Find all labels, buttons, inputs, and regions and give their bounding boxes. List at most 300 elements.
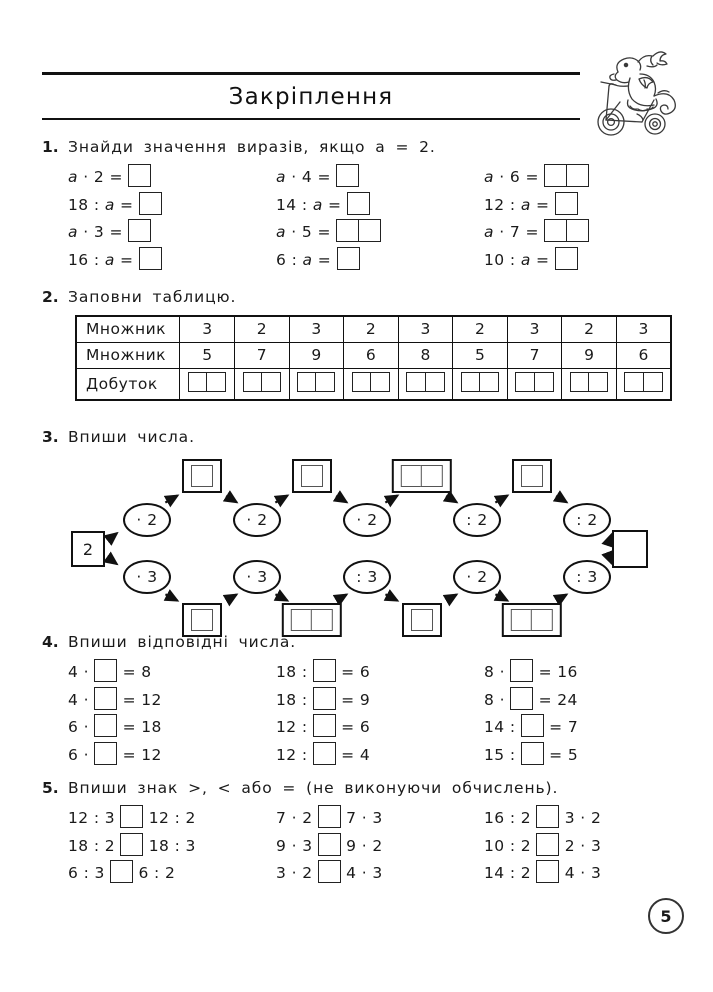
- table-cell-value: 2: [453, 316, 508, 342]
- equation-row: [276, 247, 484, 275]
- exercise-5-column-1: [68, 805, 276, 888]
- table-row: [76, 368, 671, 400]
- table-cell-answer: [289, 368, 344, 400]
- operand-right: a: [302, 250, 313, 269]
- table-cell-value: 3: [507, 316, 562, 342]
- dragon-on-tricycle-icon: [592, 38, 700, 140]
- result-value: 24: [557, 690, 578, 709]
- exercise-3-number: 3.: [42, 428, 59, 446]
- exercise-4-number: 4.: [42, 633, 59, 651]
- equals-sign: =: [520, 223, 545, 241]
- operand-left: a: [68, 168, 78, 186]
- operator: ·: [77, 168, 94, 186]
- expression-right: 12 : 2: [143, 809, 196, 827]
- answer-box-group: [291, 609, 333, 631]
- result-value: 4: [359, 745, 371, 764]
- table-cell-value: 9: [562, 342, 617, 368]
- exercise-1-heading: [42, 138, 672, 156]
- answer-box[interactable]: [301, 465, 323, 487]
- answer-box[interactable]: [510, 659, 533, 682]
- operator: ·: [494, 690, 511, 709]
- equals-sign: =: [335, 745, 360, 764]
- answer-box-group: [461, 372, 499, 392]
- expression-left: 7 · 2: [276, 809, 318, 827]
- answer-box[interactable]: [261, 372, 281, 392]
- answer-box-group: [515, 372, 553, 392]
- equation-row: [68, 164, 276, 192]
- equals-sign: =: [114, 250, 139, 269]
- answer-box[interactable]: [313, 659, 336, 682]
- table-cell-value: 3: [398, 316, 453, 342]
- operand-left: 18: [68, 195, 89, 214]
- answer-box[interactable]: [534, 372, 554, 392]
- answer-box[interactable]: [191, 465, 213, 487]
- answer-box[interactable]: [139, 192, 162, 215]
- operator: ·: [78, 745, 95, 764]
- answer-box[interactable]: [643, 372, 663, 392]
- operand-left: 15: [484, 745, 505, 764]
- operator: :: [88, 195, 105, 214]
- answer-box[interactable]: [358, 219, 381, 242]
- operand-left: 4: [68, 690, 79, 709]
- operand-right: a: [104, 195, 115, 214]
- answer-box[interactable]: [315, 372, 335, 392]
- answer-box[interactable]: [336, 164, 359, 187]
- operand-left: a: [276, 168, 286, 186]
- operator: ·: [78, 690, 95, 709]
- operand-left: a: [484, 223, 494, 241]
- operation-oval-top-2: · 2: [233, 503, 281, 537]
- table-cell-answer: [616, 368, 671, 400]
- operation-oval-bottom-3: : 3: [343, 560, 391, 594]
- equals-sign: =: [312, 168, 337, 186]
- row-label: Множник: [76, 316, 180, 342]
- answer-box[interactable]: [544, 219, 567, 242]
- answer-box[interactable]: [521, 742, 544, 765]
- answer-box-group: [401, 465, 443, 487]
- operand-right: a: [312, 195, 323, 214]
- operand-right: 4: [301, 168, 313, 186]
- answer-box[interactable]: [139, 247, 162, 270]
- exercise-4-prompt: Впиши відповідні числа.: [68, 633, 297, 651]
- operator: :: [504, 250, 521, 269]
- equation-row: [68, 219, 276, 247]
- answer-box[interactable]: [313, 742, 336, 765]
- comparison-sign-box[interactable]: [110, 860, 133, 883]
- equals-sign: =: [114, 195, 139, 214]
- equals-sign: =: [533, 663, 558, 681]
- comparison-sign-box[interactable]: [536, 860, 559, 883]
- answer-box[interactable]: [128, 164, 151, 187]
- exercise-2-heading: [42, 288, 672, 306]
- answer-box[interactable]: [401, 465, 423, 487]
- exercise-1-number: 1.: [42, 138, 59, 156]
- exercise-4-column-1: [68, 659, 276, 769]
- answer-box[interactable]: [370, 372, 390, 392]
- equation-row: [276, 219, 484, 247]
- comparison-sign-box[interactable]: [318, 833, 341, 856]
- diagram-box-top-1: [182, 459, 222, 493]
- equals-sign: =: [543, 718, 568, 736]
- row-label: Добуток: [76, 368, 180, 400]
- operator: :: [88, 250, 105, 269]
- operand-left: 10: [484, 250, 505, 269]
- diagram-box-bottom-1: [182, 603, 222, 637]
- operand-left: 12: [276, 745, 297, 764]
- exercise-3: [42, 428, 672, 637]
- result-value: 12: [141, 745, 162, 764]
- operator: ·: [494, 663, 511, 681]
- equals-sign: =: [312, 250, 337, 269]
- exercise-5-number: 5.: [42, 779, 59, 797]
- equals-sign: =: [117, 690, 142, 709]
- comparison-sign-box[interactable]: [120, 833, 143, 856]
- equation-row: [484, 659, 692, 687]
- equation-row: [484, 164, 692, 192]
- answer-box[interactable]: [521, 714, 544, 737]
- answer-box[interactable]: [510, 687, 533, 710]
- result-value: 7: [567, 718, 579, 736]
- answer-box[interactable]: [347, 192, 370, 215]
- equation-row: [484, 687, 692, 715]
- answer-box-group: [243, 372, 281, 392]
- answer-box[interactable]: [570, 372, 590, 392]
- table-cell-value: 2: [344, 316, 399, 342]
- result-value: 6: [359, 663, 371, 681]
- equation-row: [276, 192, 484, 220]
- answer-box-group: [297, 372, 335, 392]
- comparison-row: [484, 860, 692, 888]
- exercise-5: [42, 779, 672, 888]
- expression-left: 16 : 2: [484, 809, 537, 827]
- operand-left: 18: [276, 690, 297, 709]
- operation-oval-top-1: · 2: [123, 503, 171, 537]
- answer-box[interactable]: [479, 372, 499, 392]
- answer-box[interactable]: [313, 687, 336, 710]
- exercise-5-columns: [42, 805, 672, 888]
- operation-oval-bottom-1: · 3: [123, 560, 171, 594]
- operand-right: a: [520, 250, 531, 269]
- chain-diagram: [42, 452, 672, 637]
- answer-box[interactable]: [421, 465, 443, 487]
- operand-left: a: [68, 223, 78, 241]
- operand-right: 7: [509, 223, 521, 241]
- table-cell-answer: [180, 368, 235, 400]
- result-value: 12: [141, 690, 162, 709]
- expression-right: 18 : 3: [143, 836, 196, 855]
- comparison-sign-box[interactable]: [318, 860, 341, 883]
- table-cell-value: 6: [616, 342, 671, 368]
- answer-box[interactable]: [336, 219, 359, 242]
- answer-box[interactable]: [515, 372, 535, 392]
- operand-left: 6: [68, 718, 79, 736]
- answer-box[interactable]: [566, 164, 589, 187]
- operator: :: [296, 718, 313, 736]
- exercise-3-prompt: Впиши числа.: [68, 428, 195, 446]
- table-cell-answer: [507, 368, 562, 400]
- exercise-2: [42, 288, 672, 401]
- operator: ·: [78, 718, 95, 736]
- answer-box-group: [624, 372, 662, 392]
- answer-box[interactable]: [94, 687, 117, 710]
- operator: ·: [78, 663, 95, 681]
- comparison-row: [484, 833, 692, 861]
- exercise-1: [42, 138, 672, 274]
- table-cell-value: 8: [398, 342, 453, 368]
- operand-left: a: [276, 223, 286, 241]
- comparison-sign-box[interactable]: [536, 833, 559, 856]
- operand-left: 8: [484, 690, 495, 709]
- equals-sign: =: [104, 168, 129, 186]
- expression-right: 4 · 3: [340, 864, 383, 882]
- comparison-sign-box[interactable]: [536, 805, 559, 828]
- exercise-3-heading: [42, 428, 672, 446]
- equals-sign: =: [117, 745, 142, 764]
- answer-box[interactable]: [544, 164, 567, 187]
- answer-box[interactable]: [337, 247, 360, 270]
- answer-box[interactable]: [311, 609, 333, 631]
- operation-oval-top-3: · 2: [343, 503, 391, 537]
- exercise-1-column-3: [484, 164, 692, 274]
- answer-box[interactable]: [521, 465, 543, 487]
- exercise-5-heading: [42, 779, 672, 797]
- expression-left: 6 : 3: [68, 864, 111, 882]
- diagram-end-box[interactable]: [612, 530, 648, 568]
- answer-box[interactable]: [352, 372, 372, 392]
- diagram-box-top-2: [292, 459, 332, 493]
- result-value: 16: [557, 663, 578, 681]
- comparison-row: [276, 805, 484, 833]
- page-title: Закріплення: [228, 84, 394, 110]
- operation-oval-top-5: : 2: [563, 503, 611, 537]
- exercise-2-prompt: Заповни таблицю.: [68, 288, 237, 306]
- comparison-sign-box[interactable]: [318, 805, 341, 828]
- operand-left: 4: [68, 663, 79, 681]
- answer-box[interactable]: [566, 219, 589, 242]
- diagram-box-top-3: [392, 459, 452, 493]
- expression-right: 4 · 3: [559, 864, 602, 882]
- operator: ·: [285, 168, 302, 186]
- answer-box[interactable]: [531, 609, 553, 631]
- comparison-row: [484, 805, 692, 833]
- answer-box[interactable]: [291, 609, 313, 631]
- operand-right: 2: [93, 168, 105, 186]
- table-cell-value: 7: [234, 342, 289, 368]
- page-number: 5: [648, 898, 684, 934]
- operation-oval-bottom-5: : 3: [563, 560, 611, 594]
- row-label: Множник: [76, 342, 180, 368]
- equation-row: [276, 164, 484, 192]
- equation-row: [276, 687, 484, 715]
- exercise-1-column-2: [276, 164, 484, 274]
- result-value: 5: [567, 745, 579, 764]
- equals-sign: =: [543, 745, 568, 764]
- exercise-5-column-3: [484, 805, 692, 888]
- answer-box[interactable]: [94, 742, 117, 765]
- answer-box[interactable]: [555, 192, 578, 215]
- operator: :: [286, 250, 303, 269]
- expression-left: 10 : 2: [484, 836, 537, 855]
- operator: :: [296, 663, 313, 681]
- answer-box[interactable]: [411, 609, 433, 631]
- expression-right: 2 · 3: [559, 836, 602, 855]
- expression-right: 6 : 2: [133, 864, 176, 882]
- equals-sign: =: [335, 718, 360, 736]
- operator: :: [504, 718, 521, 736]
- table-cell-value: 3: [180, 316, 235, 342]
- operation-oval-bottom-2: · 3: [233, 560, 281, 594]
- answer-box[interactable]: [555, 247, 578, 270]
- equals-sign: =: [322, 195, 347, 214]
- answer-box[interactable]: [461, 372, 481, 392]
- answer-box-group: [544, 219, 588, 242]
- answer-box[interactable]: [128, 219, 151, 242]
- operand-left: 18: [276, 663, 297, 681]
- diagram-start-value: 2: [71, 531, 105, 567]
- operation-oval-bottom-4: · 2: [453, 560, 501, 594]
- equation-row: [68, 659, 276, 687]
- result-value: 18: [141, 718, 162, 736]
- table-cell-value: 3: [289, 316, 344, 342]
- exercise-1-column-1: [68, 164, 276, 274]
- exercise-2-number: 2.: [42, 288, 59, 306]
- result-value: 9: [359, 690, 371, 709]
- answer-box[interactable]: [243, 372, 263, 392]
- operand-left: 14: [276, 195, 297, 214]
- diagram-box-bottom-3: [402, 603, 442, 637]
- operand-left: 14: [484, 718, 505, 736]
- operator: :: [296, 195, 313, 214]
- operand-left: 16: [68, 250, 89, 269]
- equals-sign: =: [335, 663, 360, 681]
- answer-box[interactable]: [425, 372, 445, 392]
- answer-box[interactable]: [191, 609, 213, 631]
- operator: :: [296, 690, 313, 709]
- operand-left: 6: [68, 745, 79, 764]
- exercise-4: [42, 633, 672, 769]
- answer-box[interactable]: [188, 372, 208, 392]
- equals-sign: =: [530, 250, 555, 269]
- operator: ·: [493, 168, 510, 186]
- equals-sign: =: [335, 690, 360, 709]
- operand-right: 3: [93, 223, 105, 241]
- answer-box[interactable]: [94, 714, 117, 737]
- multiplication-table: [75, 315, 672, 401]
- comparison-row: [276, 860, 484, 888]
- equation-row: [68, 192, 276, 220]
- comparison-row: [68, 833, 276, 861]
- exercise-5-column-2: [276, 805, 484, 888]
- expression-right: 3 · 2: [559, 809, 602, 827]
- comparison-row: [276, 833, 484, 861]
- equation-row: [276, 659, 484, 687]
- equation-row: [68, 714, 276, 742]
- expression-left: 3 · 2: [276, 864, 318, 882]
- expression-left: 18 : 2: [68, 836, 121, 855]
- table-cell-value: 2: [234, 316, 289, 342]
- operand-right: a: [520, 195, 531, 214]
- exercise-4-columns: [42, 659, 672, 769]
- answer-box[interactable]: [206, 372, 226, 392]
- table-row: [76, 342, 671, 368]
- equation-row: [276, 742, 484, 770]
- table-cell-value: 3: [616, 316, 671, 342]
- table-cell-value: 7: [507, 342, 562, 368]
- table-cell-value: 5: [453, 342, 508, 368]
- answer-box[interactable]: [406, 372, 426, 392]
- answer-box-group: [570, 372, 608, 392]
- expression-right: 7 · 3: [340, 809, 383, 827]
- page-header: [42, 72, 580, 120]
- operator: ·: [77, 223, 94, 241]
- operand-right: a: [104, 250, 115, 269]
- diagram-box-bottom-4: [502, 603, 562, 637]
- equation-row: [68, 247, 276, 275]
- equals-sign: =: [104, 223, 129, 241]
- answer-box[interactable]: [624, 372, 644, 392]
- table-row: [76, 316, 671, 342]
- answer-box-group: [544, 164, 588, 187]
- equals-sign: =: [520, 168, 545, 186]
- equals-sign: =: [312, 223, 337, 241]
- table-cell-answer: [453, 368, 508, 400]
- equation-row: [68, 687, 276, 715]
- operand-right: 5: [301, 223, 313, 241]
- equation-row: [484, 714, 692, 742]
- table-cell-answer: [398, 368, 453, 400]
- equation-row: [484, 247, 692, 275]
- equation-row: [484, 192, 692, 220]
- operation-oval-top-4: : 2: [453, 503, 501, 537]
- answer-box[interactable]: [94, 659, 117, 682]
- answer-box[interactable]: [511, 609, 533, 631]
- comparison-sign-box[interactable]: [120, 805, 143, 828]
- operator: :: [504, 195, 521, 214]
- equals-sign: =: [530, 195, 555, 214]
- operand-left: a: [484, 168, 494, 186]
- operand-right: 6: [509, 168, 521, 186]
- operand-left: 12: [276, 718, 297, 736]
- operand-left: 6: [276, 250, 287, 269]
- table-cell-value: 2: [562, 316, 617, 342]
- exercise-1-columns: [42, 164, 672, 274]
- equals-sign: =: [117, 663, 142, 681]
- exercise-5-prompt: Впиши знак >, < або = (не виконуючи обчислень).: [68, 779, 559, 797]
- exercise-4-column-2: [276, 659, 484, 769]
- expression-left: 9 · 3: [276, 836, 318, 855]
- operand-left: 12: [484, 195, 505, 214]
- answer-box[interactable]: [297, 372, 317, 392]
- answer-box-group: [336, 219, 380, 242]
- answer-box-group: [188, 372, 226, 392]
- equation-row: [484, 219, 692, 247]
- answer-box-group: [406, 372, 444, 392]
- expression-right: 9 · 2: [340, 836, 383, 855]
- answer-box-group: [511, 609, 553, 631]
- operand-left: 8: [484, 663, 495, 681]
- result-value: 8: [141, 663, 152, 681]
- answer-box[interactable]: [313, 714, 336, 737]
- expression-left: 14 : 2: [484, 864, 537, 882]
- exercise-4-column-3: [484, 659, 692, 769]
- operator: ·: [493, 223, 510, 241]
- table-cell-value: 9: [289, 342, 344, 368]
- answer-box[interactable]: [588, 372, 608, 392]
- table-cell-value: 6: [344, 342, 399, 368]
- table-cell-answer: [562, 368, 617, 400]
- answer-box-group: [352, 372, 390, 392]
- equation-row: [276, 714, 484, 742]
